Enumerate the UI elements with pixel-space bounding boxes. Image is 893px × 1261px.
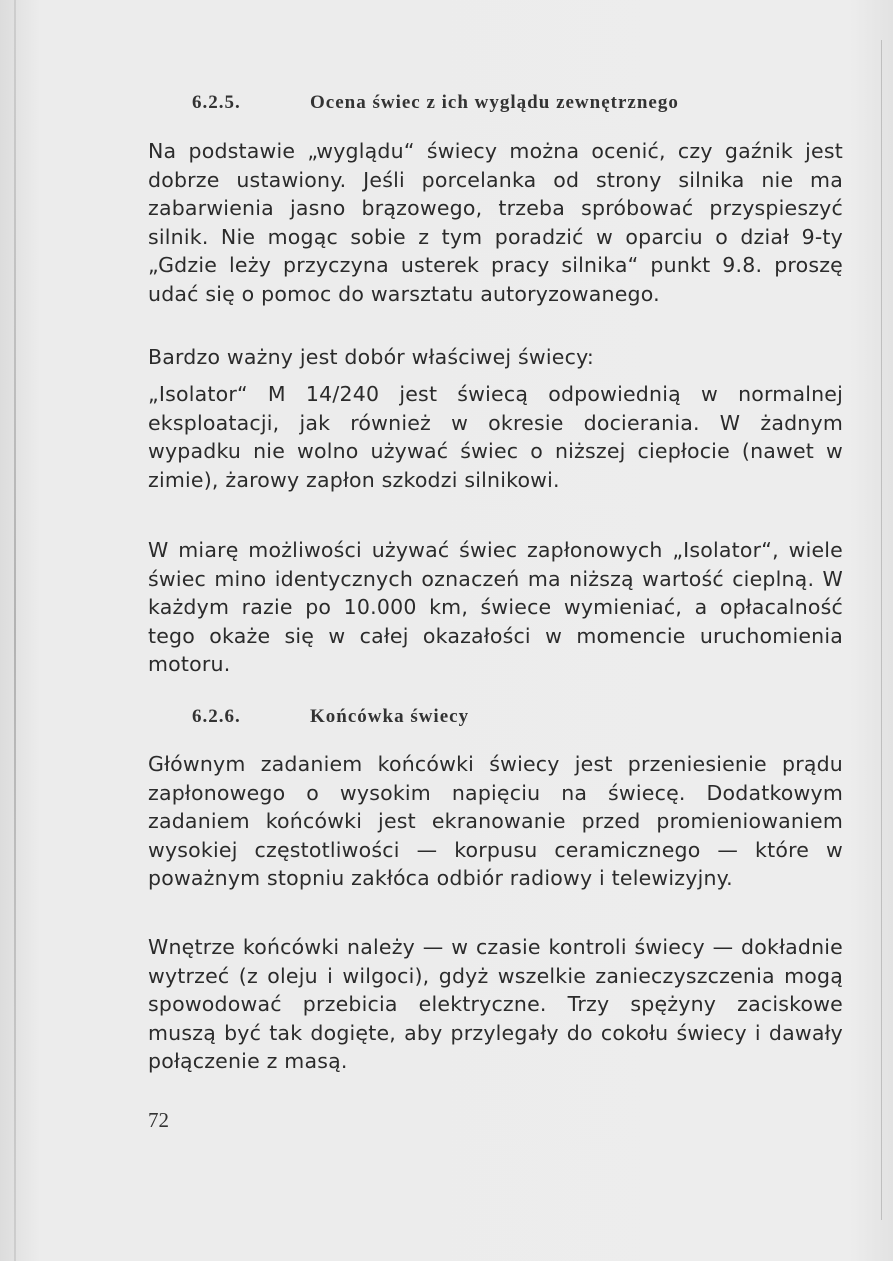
paragraph: W miarę możliwości używać świec zapłonowych „Isolator“, wiele świec mino identycznych oznaczeń ma niższą wartość cieplną. W każdym razie po 10.000 km, świece wymieniać, a opłacalność tego okaże się w całej okazałości w momencie uruchomienia motoru. bbox=[148, 538, 843, 677]
section-title: Końcówka świecy bbox=[310, 706, 470, 727]
section-number: 6.2.5. bbox=[192, 92, 241, 113]
page-binding-edge bbox=[14, 0, 16, 1261]
page-right-edge bbox=[881, 40, 882, 1220]
paragraph: „Isolator“ M 14/240 jest świecą odpowiednią w normalnej eksploatacji, jak również w okresie docierania. W żadnym wypadku nie wolno używać świec o niższej ciepłocie (nawet w zimie), żarowy zapłon szkodzi silnikowi. bbox=[148, 382, 843, 492]
paragraph: Na podstawie „wyglądu“ świecy można ocenić, czy gaźnik jest dobrze ustawiony. Jeśli porcelanka od strony silnika nie ma zabarwienia jasno brązowego, trzeba spróbować przyspieszyć silnik. Nie mogąc sobie z tym poradzić w oparciu o dział 9-ty „Gdzie leży przyczyna usterek pracy silnika“ punkt 9.8. proszę udać się o pomoc do warsztatu autoryzowanego. bbox=[148, 139, 843, 306]
paragraph: Głównym zadaniem końcówki świecy jest przeniesienie prądu zapłonowego o wysokim napięciu na świecę. Dodatkowym zadaniem końcówki jest ekranowanie przed promieniowaniem wysokiej częstotliwości — korpusu ceramicznego — które w poważnym stopniu zakłóca odbiór radiowy i telewizyjny. bbox=[148, 752, 843, 891]
section-heading-6-2-6 bbox=[192, 706, 469, 728]
section-heading-6-2-5 bbox=[192, 92, 679, 114]
paragraph: Wnętrze końcówki należy — w czasie kontroli świecy — dokładnie wytrzeć (z oleju i wilgoci), gdyż wszelkie zanieczyszczenia mogą spowodować przebicia elektryczne. Trzy spężyny zaciskowe muszą być tak dogięte, aby przylegały do cokołu świecy i dawały połączenie z masą. bbox=[148, 935, 843, 1074]
section-number: 6.2.6. bbox=[192, 706, 241, 727]
page-number: 72 bbox=[148, 1108, 169, 1132]
section-title: Ocena świec z ich wyglądu zewnętrznego bbox=[310, 92, 679, 113]
paragraph: Bardzo ważny jest dobór właściwej świecy: bbox=[148, 345, 595, 369]
